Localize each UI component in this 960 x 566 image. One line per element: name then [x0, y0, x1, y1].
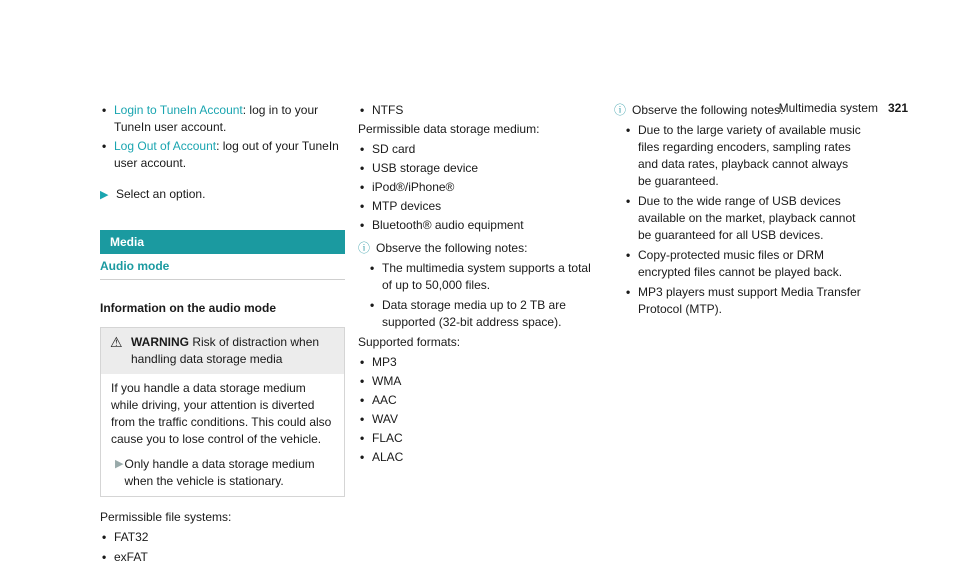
warning-label: WARNING — [131, 335, 189, 349]
list-item: • NTFS — [358, 102, 598, 119]
list-item: • FAT32 — [100, 529, 345, 546]
list-item-text: : log out of your TuneIn user account. — [114, 139, 339, 170]
warning-box — [100, 327, 345, 497]
info-heading: Information on the audio mode — [100, 301, 276, 315]
list-item: • FLAC — [358, 430, 598, 447]
list-item: • Data storage media up to 2 TB are supported (32-bit address space). — [368, 297, 598, 331]
note-list — [624, 122, 864, 318]
arrow-right-icon: ▶ — [100, 189, 109, 201]
list-item: • Bluetooth® audio equipment — [358, 217, 598, 234]
filesystems-label: Permissible file systems: — [100, 510, 232, 524]
note-intro-text: Observe the following notes: — [376, 241, 528, 255]
storage-list — [358, 141, 598, 234]
warning-head-text: Risk of distraction when handling data storage media — [131, 335, 320, 366]
warning-action-text: Only handle a data storage medium when the vehicle is stationary. — [124, 457, 315, 488]
list-item: • iPod®/iPhone® — [358, 179, 598, 196]
list-item: • USB storage device — [358, 160, 598, 177]
page-number: 321 — [887, 101, 908, 115]
list-item: • ALAC — [358, 449, 598, 466]
list-item: • Due to the large variety of available music files regarding encoders, sampling rates and data rates, playback cannot always be guaranteed. — [624, 122, 864, 190]
list-item: • WAV — [358, 411, 598, 428]
logout-link[interactable]: Log Out of Account — [114, 139, 217, 153]
list-item: • MTP devices — [358, 198, 598, 215]
info-icon: ⓘ — [358, 241, 371, 255]
filesystems-list — [100, 529, 345, 566]
action-text: Select an option. — [116, 187, 206, 201]
warning-triangle-icon: ⚠ — [110, 334, 123, 350]
note-intro-text: Observe the following notes: — [632, 103, 784, 117]
list-item: • AAC — [358, 392, 598, 409]
list-item — [100, 138, 345, 172]
list-item: • WMA — [358, 373, 598, 390]
note-intro — [358, 240, 598, 257]
formats-label: Supported formats: — [358, 335, 461, 349]
arrow-right-icon: ▶ — [115, 458, 124, 470]
subsection-title: Audio mode — [100, 258, 345, 280]
note-list — [368, 260, 598, 331]
filesystems-list-cont — [358, 102, 598, 119]
warning-action — [111, 456, 334, 490]
page-header-title: Multimedia system — [778, 101, 878, 115]
warning-body — [101, 374, 344, 496]
login-tunein-link[interactable]: Login to TuneIn Account — [114, 103, 243, 117]
list-item: • MP3 players must support Media Transfer Protocol (MTP). — [624, 284, 864, 318]
list-item — [100, 102, 345, 136]
column-left — [100, 102, 345, 566]
list-item-text: : log in to your TuneIn user account. — [114, 103, 319, 134]
list-item: • Copy-protected music files or DRM encrypted files cannot be played back. — [624, 247, 864, 281]
list-item: • MP3 — [358, 354, 598, 371]
storage-label: Permissible data storage medium: — [358, 122, 540, 136]
info-icon: ⓘ — [614, 103, 627, 117]
warning-body-text: If you handle a data storage medium while driving, your attention is diverted from the traffic conditions. This could also cause you to lose control of the vehicle. — [111, 381, 332, 446]
list-item: • exFAT — [100, 549, 345, 566]
warning-header — [101, 328, 344, 374]
column-middle — [358, 102, 598, 466]
note-intro — [614, 102, 864, 119]
list-item: • SD card — [358, 141, 598, 158]
list-item: • Due to the wide range of USB devices available on the market, playback cannot be guaranteed for all USB devices. — [624, 193, 864, 244]
tunein-options-list — [100, 102, 345, 172]
column-right — [614, 102, 864, 318]
formats-list — [358, 354, 598, 466]
action-step — [100, 186, 345, 204]
list-item: • The multimedia system supports a total of up to 50,000 files. — [368, 260, 598, 294]
section-title: Media — [100, 230, 345, 254]
